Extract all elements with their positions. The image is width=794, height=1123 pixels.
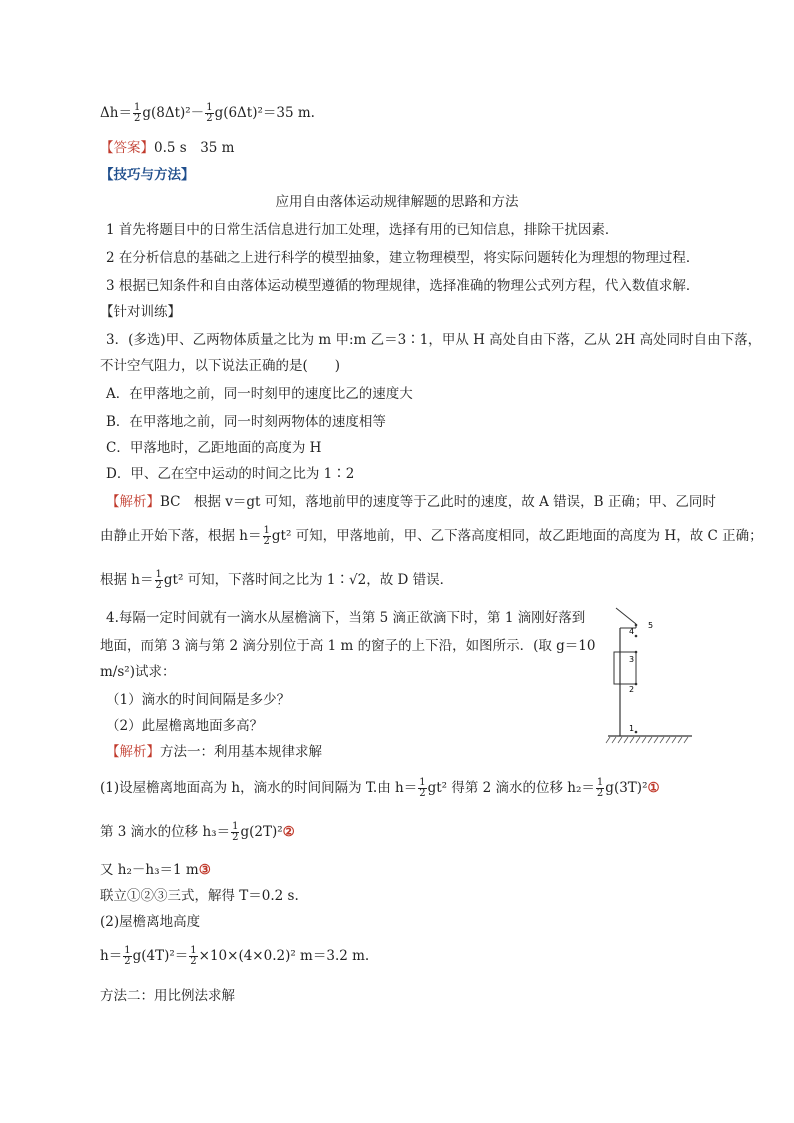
ground-hatch	[606, 737, 688, 743]
q3-option-b: B．在甲落地之前，同一时刻两物体的速度相等	[106, 414, 386, 430]
fraction-half: $\frac{1}{2}$	[263, 525, 270, 547]
fraction-half: $\frac{1}{2}$	[133, 102, 141, 124]
fraction-half: $\frac{1}{2}$	[232, 821, 239, 843]
step-3: 3 根据已知条件和自由落体运动模型遵循的物理规律，选择准确的物理公式列方程，代入数值求解．	[106, 278, 700, 294]
label-3: 3	[629, 655, 635, 664]
q3-option-d: D．甲、乙在空中运动的时间之比为 1∶2	[106, 466, 355, 482]
fraction-half: $\frac{1}{2}$	[596, 777, 604, 799]
q4-step-1: (1)设屋檐离地面高为 h，滴水的时间间隔为 T.由 h＝ $\frac{1}{2}$ gt² 得第 2 滴水的位移 h₂＝ $\frac{1}{2}$ g(3T)²①	[100, 777, 660, 799]
method-title: 应用自由落体运动规律解题的思路和方法	[275, 194, 519, 210]
step-2: 2 在分析信息的基础之上进行科学的模型抽象，建立物理模型，将实际问题转化为理想的物理过程．	[106, 250, 700, 266]
label-2: 2	[629, 685, 635, 694]
drop-3	[635, 651, 638, 654]
analysis-tag: 【解析】	[106, 494, 160, 510]
drop-2	[635, 683, 638, 686]
q3-analysis-2: 由静止开始下落，根据 h＝ $\frac{1}{2}$ gt² 可知，甲落地前，甲、乙下落高度相同，故乙距地面的高度为 H，故 C 正确；	[100, 525, 763, 547]
fraction-half: $\frac{1}{2}$	[419, 777, 426, 799]
step-1: 1 首先将题目中的日常生活信息进行加工处理，选择有用的已知信息，排除干扰因素．	[106, 222, 619, 238]
q3-stem-1: 3．(多选)甲、乙两物体质量之比为 m 甲:m 乙＝3∶1，甲从 H 高处自由下落，乙从 2H 高处同时自由下落，	[106, 332, 762, 348]
eave-window-figure	[596, 604, 694, 746]
q4-sub-2: （2）此屋檐离地面多高？	[106, 718, 264, 734]
q4-method-2: 方法二：用比例法求解	[100, 988, 235, 1004]
q3-option-c: C．甲落地时，乙距地面的高度为 H	[106, 440, 322, 456]
fraction-half: $\frac{1}{2}$	[155, 569, 162, 591]
fraction-half: $\frac{1}{2}$	[206, 102, 213, 124]
q4-stem-2: 地面，而第 3 滴与第 2 滴分别位于高 1 m 的窗子的上下沿，如图所示．(取 g＝10	[100, 638, 596, 654]
drop-4	[635, 635, 638, 638]
q3-analysis-1: 【解析】BC 根据 v＝gt 可知，落地前甲的速度等于乙此时的速度，故 A 错误，B 正确；甲、乙同时	[106, 494, 716, 510]
q3-option-a: A．在甲落地之前，同一时刻甲的速度比乙的速度大	[106, 386, 413, 402]
q4-stem-3: m/s²)试求：	[100, 664, 176, 680]
fraction-half: $\frac{1}{2}$	[190, 945, 197, 967]
q4-step-5: (2)屋檐离地高度	[100, 914, 201, 930]
drop-5	[635, 624, 638, 627]
equation-delta-h: Δh＝ $\frac{1}{2}$ g(8Δt)²－ $\frac{1}{2}$ g(6Δt)²＝35 m.	[100, 102, 315, 124]
fraction-half: $\frac{1}{2}$	[124, 945, 131, 967]
label-5: 5	[648, 621, 654, 630]
label-4: 4	[629, 627, 635, 636]
eave-line	[616, 608, 636, 624]
q3-analysis-3: 根据 h＝ $\frac{1}{2}$ gt² 可知，下落时间之比为 1∶√2，故 D 错误．	[100, 569, 454, 591]
q4-analysis-tag: 【解析】方法一：利用基本规律求解	[106, 744, 322, 760]
q4-stem-1: 4.每隔一定时间就有一滴水从屋檐滴下，当第 5 滴正欲滴下时，第 1 滴刚好落到	[106, 610, 586, 626]
answer-tag: 【答案】	[100, 140, 154, 156]
q4-step-4: 联立①②③三式，解得 T＝0.2 s.	[100, 888, 299, 904]
drop-1	[635, 731, 638, 734]
q4-step-2: 第 3 滴水的位移 h₃＝ $\frac{1}{2}$ g(2T)²②	[100, 821, 295, 843]
q4-sub-1: （1）滴水的时间间隔是多少？	[106, 692, 291, 708]
q4-step-3: 又 h₂－h₃＝1 m③	[100, 862, 211, 878]
tips-tag: 【技巧与方法】	[100, 167, 195, 183]
label-1: 1	[629, 724, 635, 733]
answer-line: 【答案】0.5 s 35 m	[100, 140, 235, 156]
q4-step-6: h＝ $\frac{1}{2}$ g(4T)²＝ $\frac{1}{2}$ ×10×(4×0.2)² m＝3.2 m.	[100, 945, 370, 967]
q3-stem-2: 不计空气阻力，以下说法正确的是( )	[100, 358, 341, 374]
training-tag: 【针对训练】	[100, 304, 181, 320]
